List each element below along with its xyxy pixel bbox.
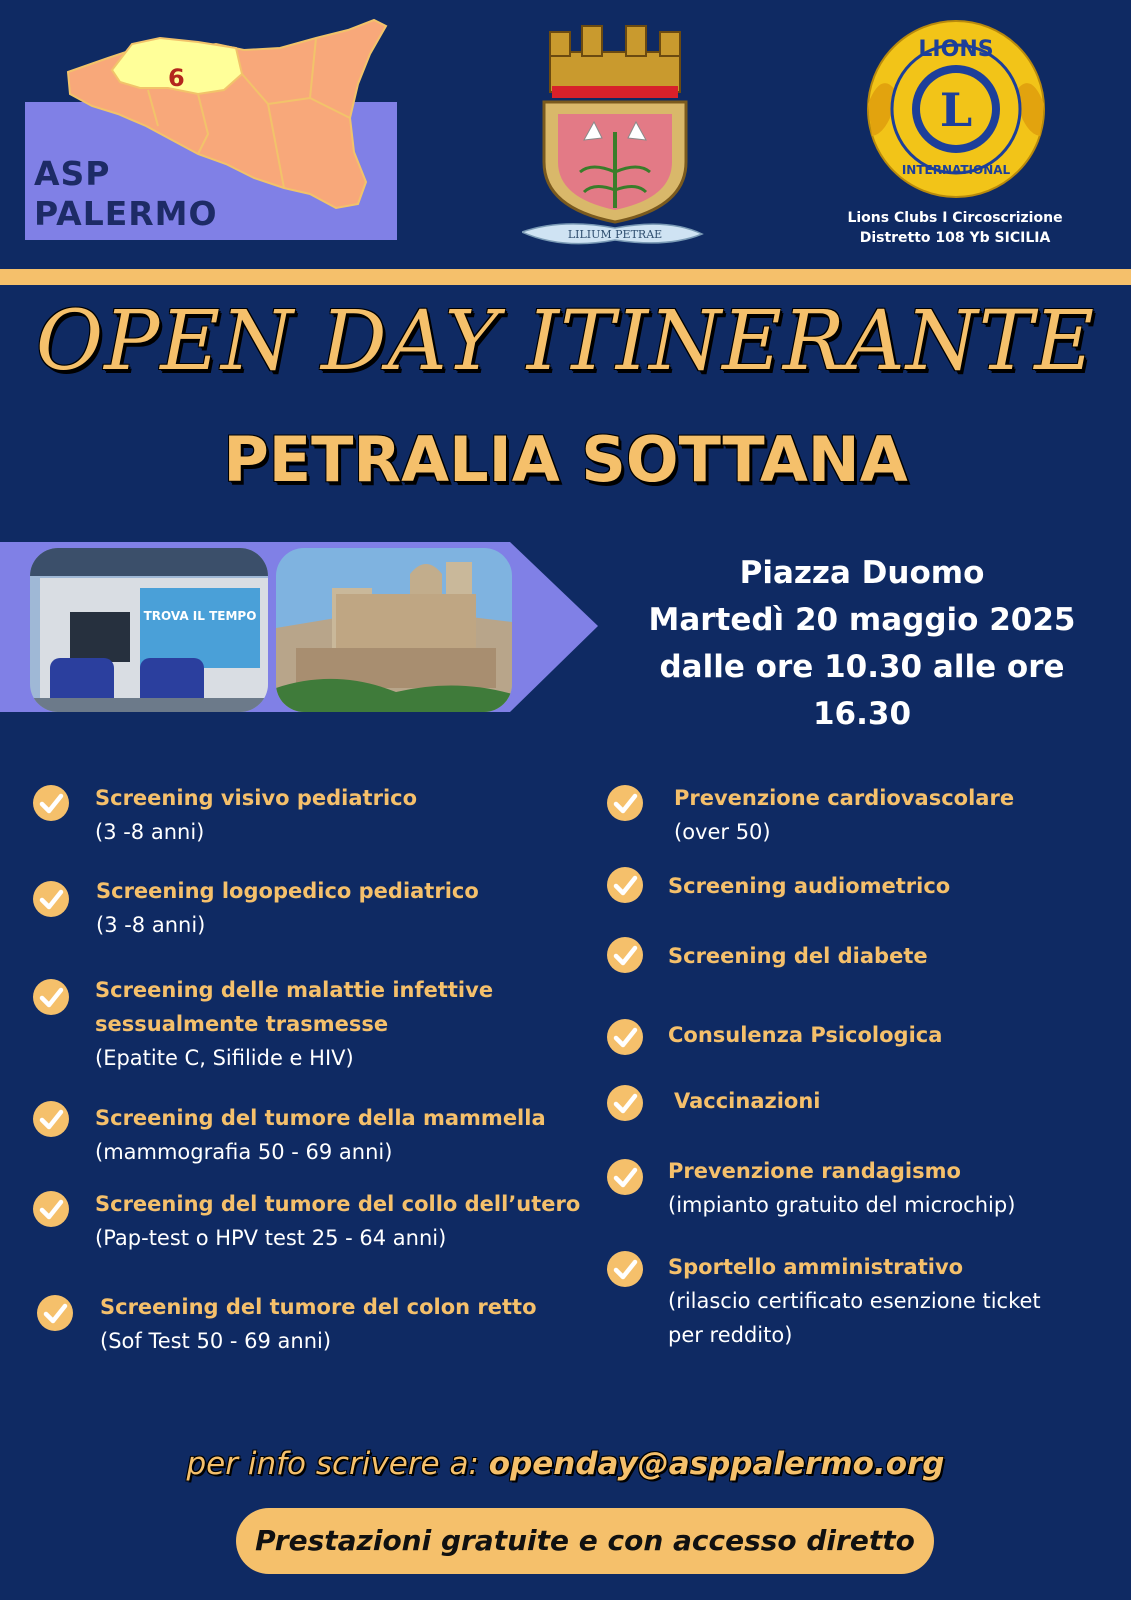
- check-icon: [36, 1294, 74, 1332]
- check-icon: [32, 1190, 70, 1228]
- check-icon: [32, 784, 70, 822]
- info-email-link[interactable]: openday@asppalermo.org: [488, 1446, 945, 1482]
- header-divider: [0, 269, 1131, 285]
- check-icon: [606, 866, 644, 904]
- lions-emblem-letter: L: [939, 83, 973, 137]
- event-date: Martedì 20 maggio 2025: [648, 602, 1076, 638]
- page-title: OPEN DAY ITINERANTE: [35, 294, 1096, 389]
- asp-palermo-logo: [22, 14, 398, 240]
- check-icon: [606, 1250, 644, 1288]
- check-icon: [32, 1100, 70, 1138]
- petralia-town-photo: [276, 548, 512, 712]
- lions-top-text: LIONS: [918, 37, 994, 62]
- asp-logo-text: ASP PALERMO: [34, 154, 218, 233]
- info-line: [0, 1440, 1131, 1488]
- event-place: Piazza Duomo: [739, 555, 985, 591]
- crest-motto: LILIUM PETRAE: [567, 228, 663, 241]
- free-access-badge: Prestazioni gratuite e con accesso diretto: [236, 1508, 934, 1574]
- event-hours: dalle ore 10.30 alle ore 16.30: [659, 649, 1065, 732]
- van-sign-text: TROVA IL TEMPO: [143, 609, 257, 623]
- check-icon: [606, 1018, 644, 1056]
- event-info: [612, 550, 1112, 738]
- lions-bottom-text: INTERNATIONAL: [901, 163, 1011, 177]
- page-subtitle: PETRALIA SOTTANA: [223, 423, 908, 496]
- check-icon: [606, 1158, 644, 1196]
- petralia-crest-icon: [522, 22, 708, 250]
- check-icon: [606, 936, 644, 974]
- lions-international-logo: [858, 14, 1054, 204]
- lions-caption: Lions Clubs I Circoscrizione Distretto 108 Yb SICILIA: [847, 210, 1063, 246]
- check-icon: [32, 978, 70, 1016]
- screening-van-photo: [30, 548, 268, 712]
- check-icon: [606, 1084, 644, 1122]
- info-prefix: per info scrivere a:: [186, 1446, 489, 1482]
- asp-region-number: 6: [168, 64, 185, 92]
- check-icon: [32, 880, 70, 918]
- check-icon: [606, 784, 644, 822]
